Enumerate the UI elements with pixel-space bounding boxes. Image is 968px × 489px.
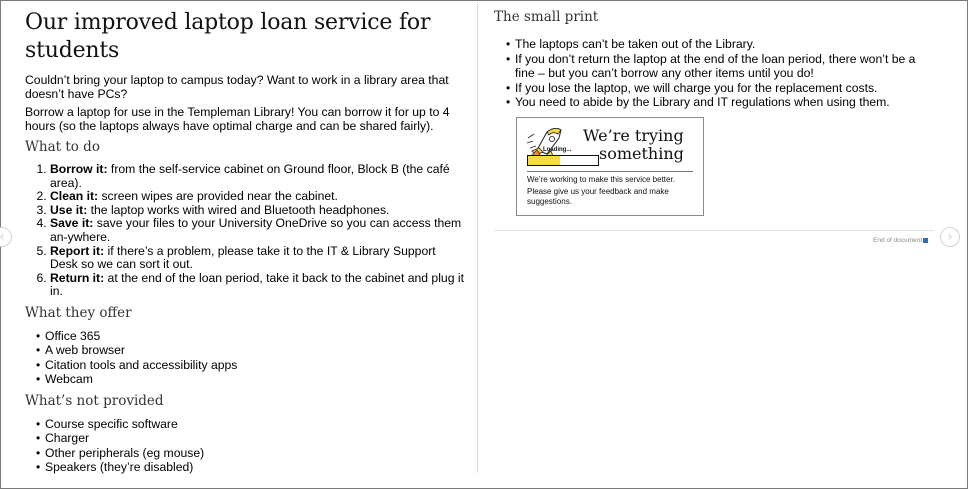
step-item [50,245,465,272]
list-item: • Course specific software [45,417,465,432]
section-heading-what-they-offer: What they offer [25,304,132,321]
list-item: • Webcam [45,372,465,387]
small-print-list [494,37,934,110]
list-item: • If you don’t return the laptop at the end of the loan period, there won’t be a fine – but you can’t borrow any other items until you do! [515,52,934,81]
section-heading-what-to-do: What to do [25,139,100,155]
step-label: Report it: [50,243,105,258]
list-item: • Office 365 [45,329,465,344]
step-item [50,163,465,190]
page-title: Our improved laptop loan service for students [25,10,431,63]
banner-text [527,175,695,207]
not-provided-list [25,417,465,475]
list-item: • Other peripherals (eg mouse) [45,446,465,461]
list-item: • A web browser [45,343,465,358]
step-text: at the end of the loan period, take it back to the cabinet and plug it in. [50,270,464,299]
loading-bar-fill [528,156,560,165]
loading-bar [527,155,599,166]
banner-line-1: We’re working to make this service better. [527,175,675,184]
banner-line-2: Please give us your feedback and make suggestions. [527,187,669,206]
banner-headline-line2: something [599,144,684,163]
list-item: • Citation tools and accessibility apps [45,358,465,373]
section-heading-small-print: The small print [494,9,599,25]
step-label: Return it: [50,270,105,285]
step-item [50,204,465,218]
step-item [50,217,465,244]
end-of-document-marker [923,238,928,243]
banner-divider [527,171,693,172]
list-item: • Charger [45,431,465,446]
section-heading-not-provided: What’s not provided [25,392,164,409]
intro-paragraph-2: Borrow a laptop for use in the Templeman Library! You can borrow it for up to 4 hours (so the laptops always have optimal charge and can be shared fairly). [25,105,450,133]
list-item: • If you lose the laptop, we will charge you for the replacement costs. [515,81,934,96]
feedback-banner[interactable] [516,117,704,216]
steps-list [25,163,465,299]
step-item [50,272,465,299]
chevron-right-icon[interactable]: › [940,227,960,247]
list-item: • Speakers (they’re disabled) [45,460,465,475]
step-item [50,190,465,204]
list-item: • The laptops can’t be taken out of the Library. [515,37,934,52]
step-text: if there’s a problem, please take it to the IT & Library Support Desk so we can sort it out. [50,243,436,272]
list-item: • You need to abide by the Library and IT regulations when using them. [515,95,934,110]
step-label: Use it: [50,202,88,217]
step-label: Borrow it: [50,162,108,176]
end-divider [494,230,934,231]
step-text: from the self-service cabinet on Ground floor, Block B (the café area). [50,162,450,190]
left-page [25,9,465,475]
step-text: save your files to your University OneDrive so you can access them an-ywhere. [50,216,462,244]
step-text: screen wipes are provided near the cabinet. [98,189,338,204]
offer-list [25,329,465,387]
page-divider [477,3,478,473]
step-text: the laptop works with wired and Bluetooth headphones. [87,202,390,217]
banner-headline-line1: We’re trying [583,126,684,145]
step-label: Clean it: [50,189,99,204]
end-of-document-label: End of document [873,237,923,244]
right-page [494,9,934,244]
step-label: Save it: [50,216,94,231]
intro-paragraph-1: Couldn’t bring your laptop to campus today? Want to work in a library area that doesn’t have PCs? [25,73,449,101]
loading-label: Loading... [543,147,572,153]
chevron-left-icon[interactable]: ‹ [0,227,12,247]
